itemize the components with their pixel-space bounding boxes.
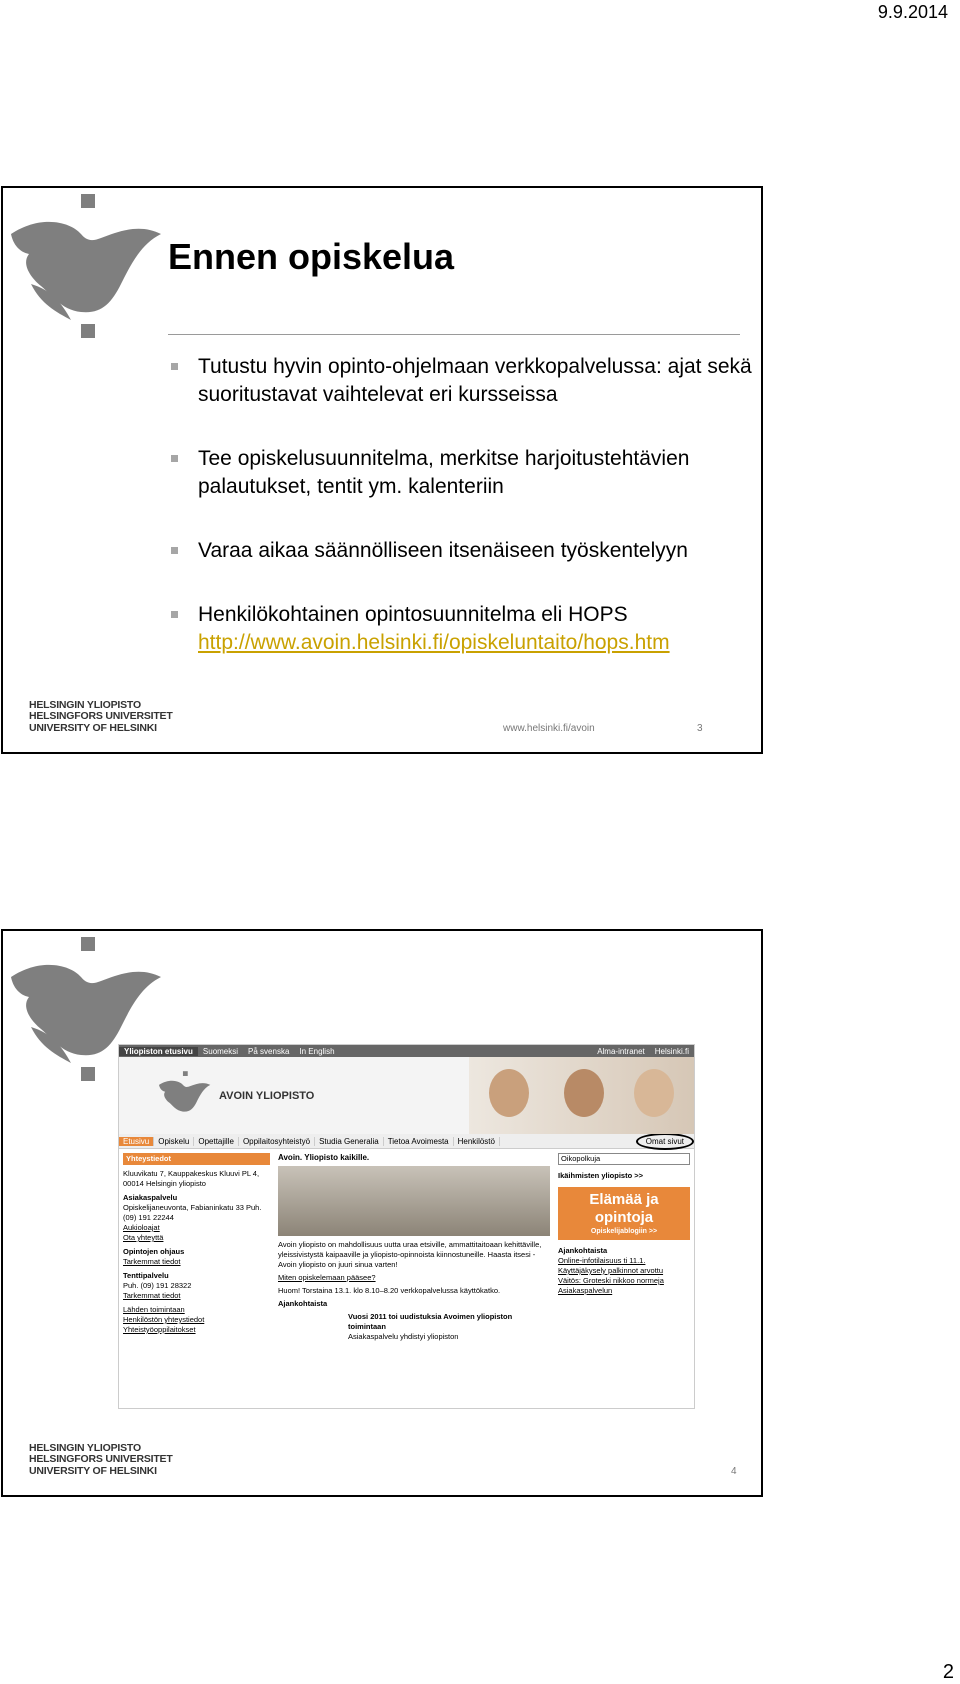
slide-title: Ennen opiskelua — [168, 236, 455, 277]
site-topbar — [119, 1045, 694, 1057]
print-date: 9.9.2014 — [877, 2, 948, 22]
topbar-link[interactable]: På svenska — [248, 1046, 290, 1056]
contact-column: Yhteystiedot Kluuvikatu 7, Kauppakeskus Kluuvi PL 4, 00014 Helsingin yliopisto Asiakaspalvelu Opiskelijaneuvonta, Fabianinkatu 33 Puh. (09) 191 22244 Aukioloajat Ota yhteyttä Opintojen ohjaus Tarkemmat tiedot Tenttipalvelu Puh. (09) 191 28322 Tarkemmat tiedot Lähden toimintaan Henkilöstön yhteystiedot Yhteistyöoppilaitokset — [119, 1149, 274, 1406]
bullet-item: Varaa aikaa säännölliseen itsenäiseen työskentelyyn — [168, 537, 768, 565]
site-flame-logo-icon — [159, 1071, 211, 1121]
topbar-link[interactable]: Alma-intranet — [597, 1046, 645, 1056]
shortcut-select[interactable]: Oikopolkuja — [558, 1153, 690, 1165]
nav-item[interactable]: Oppilaitosyhteistyö — [239, 1137, 315, 1146]
slide-number: 4 — [731, 1466, 737, 1477]
bullet-list — [168, 353, 768, 693]
topbar-link[interactable]: In English — [299, 1046, 335, 1056]
contact-heading: Yhteystiedot — [123, 1153, 270, 1165]
students-photo — [278, 1166, 550, 1236]
footer-url: www.helsinki.fi/avoin — [503, 723, 595, 734]
nav-item[interactable]: Studia Generalia — [315, 1137, 384, 1146]
topbar-link[interactable]: Yliopiston etusivu — [119, 1047, 198, 1056]
slide-3 — [1, 186, 763, 754]
bullet-item: Tee opiskelusuunnitelma, merkitse harjoitustehtävien palautukset, tentit ym. kalenteriin — [168, 445, 768, 501]
slide-4 — [1, 929, 763, 1497]
site-main-nav — [119, 1134, 694, 1149]
site-brand: AVOIN YLIOPISTO — [219, 1090, 315, 1102]
bullet-marker-icon — [171, 455, 178, 462]
topbar-link[interactable]: Helsinki.fi — [654, 1046, 689, 1056]
main-column: Avoin. Yliopisto kaikille. Avoin yliopisto on mahdollisuus uutta uraa etsiville, ammattitaitoaan kehittäville, yleissivistystä kaipaaville ja yliopisto-opinnoista kiinnostuneille. Haasta itsesi - Avoin yliopisto on juuri sinua varten! Miten opiskelemaan pääsee? Huom! Torstaina 13.1. klo 8.10–8.20 verkkopalvelussa käyttökatko. Ajankohtaista Vuosi 2011 toi uudistuksia Avoimen yliopiston toimintaan Asiakaspalvelu yhdistyi yliopiston — [274, 1149, 554, 1406]
bullet-item: Henkilökohtainen opintosuunnitelma eli HOPS http://www.avoin.helsinki.fi/opiskeluntaito/hops.htm — [168, 601, 768, 657]
nav-item[interactable]: Henkilöstö — [454, 1137, 500, 1146]
nav-item[interactable]: Opettajille — [194, 1137, 239, 1146]
page-number: 2 — [942, 1661, 954, 1683]
banner-photo — [469, 1057, 694, 1134]
website-screenshot — [118, 1044, 695, 1409]
university-name: HELSINGIN YLIOPISTO HELSINGFORS UNIVERSITET UNIVERSITY OF HELSINKI — [29, 698, 173, 734]
site-banner — [119, 1057, 694, 1134]
nav-item[interactable]: Etusivu — [119, 1137, 154, 1146]
slide-number: 3 — [697, 723, 703, 734]
blog-promo[interactable]: Elämää ja opintoja Opiskelijablogiin >> — [558, 1187, 690, 1240]
omat-sivut-link[interactable]: Omat sivut — [636, 1133, 694, 1150]
nav-item[interactable]: Opiskelu — [154, 1137, 194, 1146]
topbar-link[interactable]: Suomeksi — [202, 1046, 239, 1056]
university-flame-logo-icon — [11, 194, 163, 339]
side-column: Oikopolkuja Ikäihmisten yliopisto >> Elämää ja opintoja Opiskelijablogiin >> Ajankohtaista Online-infotilaisuus ti 11.1. Käyttäjäkysely palkinnot arvottu Väitös: Groteski nikkoo normeja Asiakaspalvelun — [554, 1149, 694, 1406]
hops-link[interactable]: http://www.avoin.helsinki.fi/opiskeluntaito/hops.htm — [198, 631, 670, 654]
bullet-marker-icon — [171, 363, 178, 370]
bullet-marker-icon — [171, 611, 178, 618]
title-divider — [168, 334, 740, 335]
university-name: HELSINGIN YLIOPISTO HELSINGFORS UNIVERSITET UNIVERSITY OF HELSINKI — [29, 1441, 173, 1477]
nav-item[interactable]: Tietoa Avoimesta — [384, 1137, 454, 1146]
bullet-item: Tutustu hyvin opinto-ohjelmaan verkkopalvelussa: ajat sekä suoritustavat vaihtelevat eri kursseissa — [168, 353, 768, 409]
bullet-marker-icon — [171, 547, 178, 554]
